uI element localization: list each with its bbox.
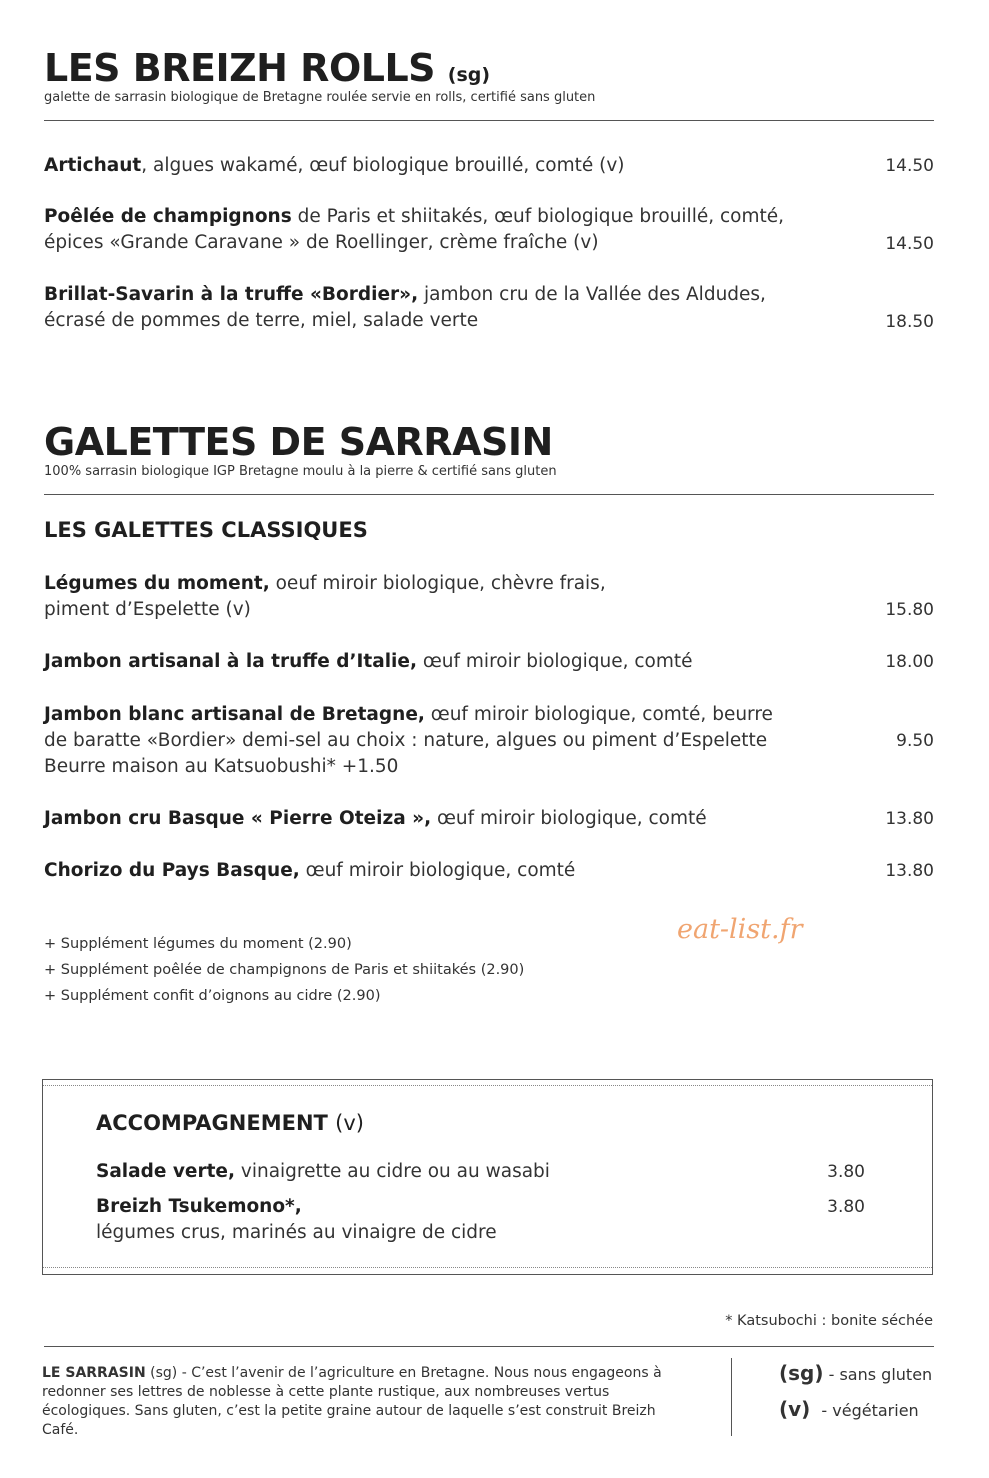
item-description — [44, 858, 575, 884]
footer-label: LE SARRASIN — [42, 1365, 146, 1381]
rolls-title-text: LES BREIZH ROLLS — [44, 46, 436, 90]
legend-sg — [779, 1361, 932, 1385]
item-price: 15.80 — [885, 600, 934, 620]
item-detail: œuf miroir biologique, comté — [299, 860, 576, 881]
item-detail: légumes crus, marinés au vinaigre de cidre — [96, 1222, 497, 1243]
rolls-subtitle: galette de sarrasin biologique de Bretagne roulée servie en rolls, certifié sans gluten — [44, 90, 596, 105]
supplement-line: + Supplément confit d’oignons au cidre (2.90) — [44, 988, 381, 1004]
watermark: eat-list.fr — [677, 914, 803, 945]
item-price: 9.50 — [896, 731, 934, 751]
item-detail: épices «Grande Caravane » de Roellinger, crème fraîche (v) — [44, 232, 599, 253]
item-detail: œuf miroir biologique, comté — [416, 651, 693, 672]
item-detail: œuf miroir biologique, comté — [431, 808, 707, 829]
item-name: Jambon blanc artisanal de Bretagne, — [44, 704, 425, 725]
item-price: 13.80 — [885, 809, 934, 829]
footnote: * Katsubochi : bonite séchée — [725, 1313, 933, 1329]
item-description — [44, 282, 766, 334]
legend-symbol: (sg) — [779, 1361, 824, 1385]
supplements-list — [44, 931, 524, 1009]
rolls-divider — [44, 120, 934, 121]
legend-v — [779, 1397, 919, 1421]
item-description — [44, 649, 693, 675]
item-detail: Beurre maison au Katsuobushi* +1.50 — [44, 756, 399, 777]
item-price: 18.00 — [885, 652, 934, 672]
footer-description: - C’est l’avenir de l’agriculture en Bretagne. Nous nous engageons à redonner ses lettres de noblesse à cette plante rustique, aux nombreuses vertus écologiques. Sans gluten, c’est la petite graine autour de laquelle s’est construit Breizh Café. — [42, 1365, 662, 1438]
supplement-line: + Supplément légumes du moment (2.90) — [44, 936, 352, 952]
item-description — [96, 1159, 550, 1185]
accompagnement-title — [96, 1111, 364, 1135]
galettes-title: GALETTES DE SARRASIN — [44, 420, 553, 464]
item-detail: jambon cru de la Vallée des Aldudes, — [418, 284, 766, 305]
item-name: Salade verte, — [96, 1161, 236, 1182]
item-price: 14.50 — [885, 156, 934, 176]
item-name: Légumes du moment, — [44, 573, 270, 594]
item-description — [44, 571, 606, 623]
item-price: 13.80 — [885, 861, 934, 881]
galettes-subheading: LES GALETTES CLASSIQUES — [44, 518, 368, 542]
item-description — [44, 204, 784, 256]
item-name: Chorizo du Pays Basque, — [44, 860, 300, 881]
item-detail: vinaigrette au cidre ou au wasabi — [235, 1161, 550, 1182]
item-detail: oeuf miroir biologique, chèvre frais, — [269, 573, 606, 594]
item-price: 14.50 — [885, 234, 934, 254]
item-name: Artichaut — [44, 155, 142, 176]
footer-tag: (sg) — [150, 1365, 178, 1381]
item-name: Brillat-Savarin à la truffe «Bordier», — [44, 284, 419, 305]
legend-label: - végétarien — [821, 1401, 919, 1420]
legend-symbol: (v) — [779, 1397, 811, 1421]
item-name: Poêlée de champignons — [44, 206, 292, 227]
supplement-line: + Supplément poêlée de champignons de Paris et shiitakés (2.90) — [44, 962, 525, 978]
item-name: Jambon artisanal à la truffe d’Italie, — [44, 651, 417, 672]
item-description — [96, 1194, 497, 1246]
galettes-divider — [44, 494, 934, 495]
item-detail: œuf miroir biologique, comté, beurre — [424, 704, 773, 725]
accompagnement-title-text: ACCOMPAGNEMENT — [96, 1111, 328, 1135]
footer-divider — [44, 1346, 934, 1347]
item-price: 3.80 — [827, 1162, 865, 1182]
item-description — [44, 806, 707, 832]
galettes-subtitle: 100% sarrasin biologique IGP Bretagne moulu à la pierre & certifié sans gluten — [44, 464, 557, 479]
footer-vertical-divider — [731, 1358, 732, 1436]
rolls-title-tag: (sg) — [447, 64, 491, 86]
item-detail: , algues wakamé, œuf biologique brouillé, comté (v) — [141, 155, 625, 176]
item-detail: de baratte «Bordier» demi-sel au choix : nature, algues ou piment d’Espelette — [44, 730, 768, 751]
accompagnement-title-tag: (v) — [335, 1111, 364, 1135]
item-detail: piment d’Espelette (v) — [44, 599, 251, 620]
item-detail: écrasé de pommes de terre, miel, salade verte — [44, 310, 479, 331]
item-description — [44, 702, 773, 780]
legend-label: - sans gluten — [828, 1365, 933, 1384]
item-name: Jambon cru Basque « Pierre Oteiza », — [44, 808, 432, 829]
item-price: 18.50 — [885, 312, 934, 332]
item-description — [44, 153, 625, 179]
item-detail: de Paris et shiitakés, œuf biologique brouillé, comté, — [291, 206, 785, 227]
item-price: 3.80 — [827, 1197, 865, 1217]
footer-text — [42, 1364, 682, 1440]
item-name: Breizh Tsukemono*, — [96, 1196, 302, 1217]
